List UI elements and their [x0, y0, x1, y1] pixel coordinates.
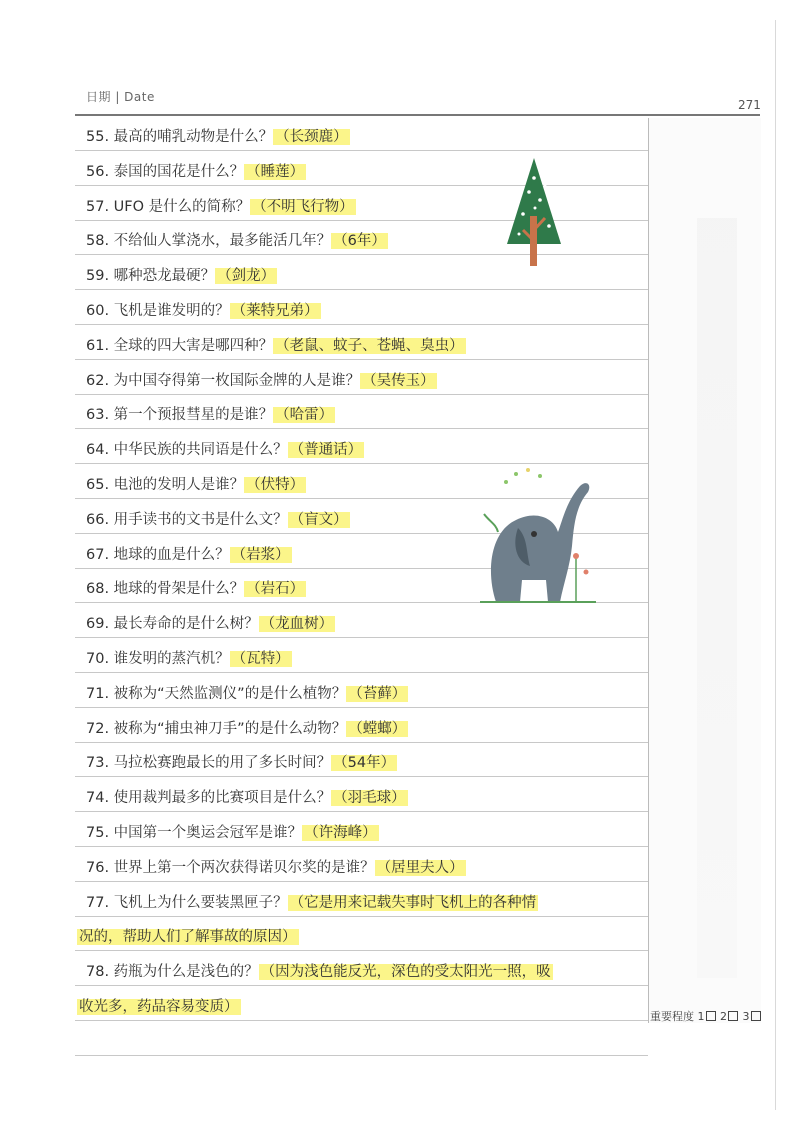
answer-highlight: （苔藓） [348, 685, 407, 702]
answer-highlight: （龙血树） [260, 616, 334, 633]
question-text: 57. UFO 是什么的简称？ [86, 198, 251, 215]
answer-highlight: （长颈鹿） [275, 129, 348, 145]
elephant-icon [476, 462, 601, 607]
question-row [86, 402, 335, 432]
question-row [86, 333, 466, 363]
question-row [86, 785, 408, 815]
importance-checkbox-3[interactable] [751, 1011, 761, 1021]
answer-highlight: （6年） [333, 233, 386, 250]
question-text: 61. 全球的四大害是哪四种？ [86, 337, 274, 354]
ruled-line [75, 1055, 648, 1056]
question-text: 77. 飞机上为什么要装黑匣子？ [86, 894, 288, 911]
answer-highlight: （它是用来记载失事时飞机上的各种情 [289, 894, 537, 911]
question-text: 69. 最长寿命的是什么树？ [86, 616, 259, 633]
question-text: 72. 被称为“捕虫神刀手”的是什么动物？ [86, 720, 347, 737]
question-text: 63. 第一个预报彗星的是谁？ [86, 407, 274, 424]
question-text: 59. 哪种恐龙最硬？ [86, 268, 216, 285]
page-number: 271 [738, 98, 761, 112]
answer-highlight: （岩石） [246, 581, 305, 598]
question-row [86, 298, 321, 328]
answer-highlight: （54年） [333, 755, 396, 772]
page-edge [775, 20, 776, 1110]
side-margin-panel [648, 118, 761, 1023]
question-text: 78. 药瓶为什么是浅色的？ [86, 964, 259, 981]
question-text: 55. 最高的哺乳动物是什么？ [86, 129, 274, 145]
question-row [86, 855, 466, 885]
question-text: 58. 不给仙人掌浇水，最多能活几年？ [86, 233, 332, 250]
question-row [86, 507, 350, 537]
answer-highlight: （老鼠、蚊子、苍蝇、臭虫） [275, 337, 464, 354]
question-row [86, 472, 306, 502]
question-text: 65. 电池的发明人是谁？ [86, 477, 245, 493]
header-rule [75, 114, 760, 116]
date-label: 日期 | Date [86, 90, 155, 104]
question-text: 73. 马拉松赛跑最长的用了多长时间？ [86, 755, 332, 772]
question-text: 70. 谁发明的蒸汽机？ [86, 651, 230, 667]
question-row [86, 437, 364, 467]
importance-level-1: 1 [697, 1010, 705, 1023]
question-row [86, 611, 335, 641]
question-row [86, 890, 538, 920]
question-text: 68. 地球的骨架是什么？ [86, 581, 245, 598]
answer-highlight: （因为浅色能反光，深色的受太阳光一照，吸 [260, 964, 551, 981]
question-text: 75. 中国第一个奥运会冠军是谁？ [86, 825, 303, 841]
question-row [77, 994, 241, 1024]
question-text: 62. 为中国夺得第一枚国际金牌的人是谁？ [86, 372, 361, 389]
importance-checkbox-1[interactable] [706, 1011, 716, 1021]
answer-highlight: （剑龙） [217, 268, 276, 285]
question-text: 67. 地球的血是什么？ [86, 546, 230, 563]
importance-checkbox-2[interactable] [728, 1011, 738, 1021]
question-row [86, 228, 388, 258]
answer-highlight: （普通话） [289, 442, 363, 459]
question-row [86, 681, 408, 711]
question-text: 66. 用手读书的文书是什么文？ [86, 511, 288, 528]
question-text: 56. 泰国的国花是什么？ [86, 163, 245, 180]
question-row [86, 542, 292, 572]
tree-icon [505, 156, 563, 268]
answer-highlight: （吴传玉） [362, 372, 435, 389]
answer-highlight: 况的，帮助人们了解事故的原因） [79, 929, 297, 946]
answer-highlight: （瓦特） [231, 651, 290, 667]
question-row [86, 194, 356, 224]
answer-highlight: （居里夫人） [376, 859, 464, 876]
answer-highlight: （岩浆） [231, 546, 290, 563]
answer-highlight: （睡莲） [246, 163, 305, 180]
question-text: 74. 使用裁判最多的比赛项目是什么？ [86, 790, 332, 807]
answer-highlight: （伏特） [246, 477, 305, 493]
importance-level-2: 2 [720, 1010, 727, 1023]
question-row [86, 646, 292, 676]
question-row [86, 368, 437, 398]
question-row [86, 820, 379, 850]
question-text: 64. 中华民族的共同语是什么？ [86, 442, 288, 459]
importance-rating [650, 1008, 762, 1024]
question-row [86, 750, 397, 780]
question-text: 71. 被称为“天然监测仪”的是什么植物？ [86, 685, 347, 702]
importance-label: 重要程度 [650, 1010, 694, 1023]
question-row [86, 959, 553, 989]
answer-highlight: （螳螂） [348, 720, 407, 737]
question-row [86, 263, 277, 293]
importance-level-3: 3 [742, 1010, 750, 1023]
answer-highlight: （羽毛球） [333, 790, 406, 807]
question-text: 60. 飞机是谁发明的？ [86, 303, 230, 319]
answer-highlight: （哈雷） [275, 407, 334, 424]
answer-highlight: 收光多，药品容易变质） [79, 999, 239, 1015]
answer-highlight: （莱特兄弟） [231, 303, 319, 319]
question-row [86, 716, 408, 746]
answer-highlight: （许海峰） [304, 825, 377, 841]
question-row [86, 124, 350, 154]
question-row [77, 924, 299, 954]
question-row [86, 576, 306, 606]
question-text: 76. 世界上第一个两次获得诺贝尔奖的是谁？ [86, 859, 375, 876]
answer-highlight: （不明飞行物） [252, 198, 354, 215]
question-row [86, 159, 306, 189]
answer-highlight: （盲文） [289, 511, 348, 528]
